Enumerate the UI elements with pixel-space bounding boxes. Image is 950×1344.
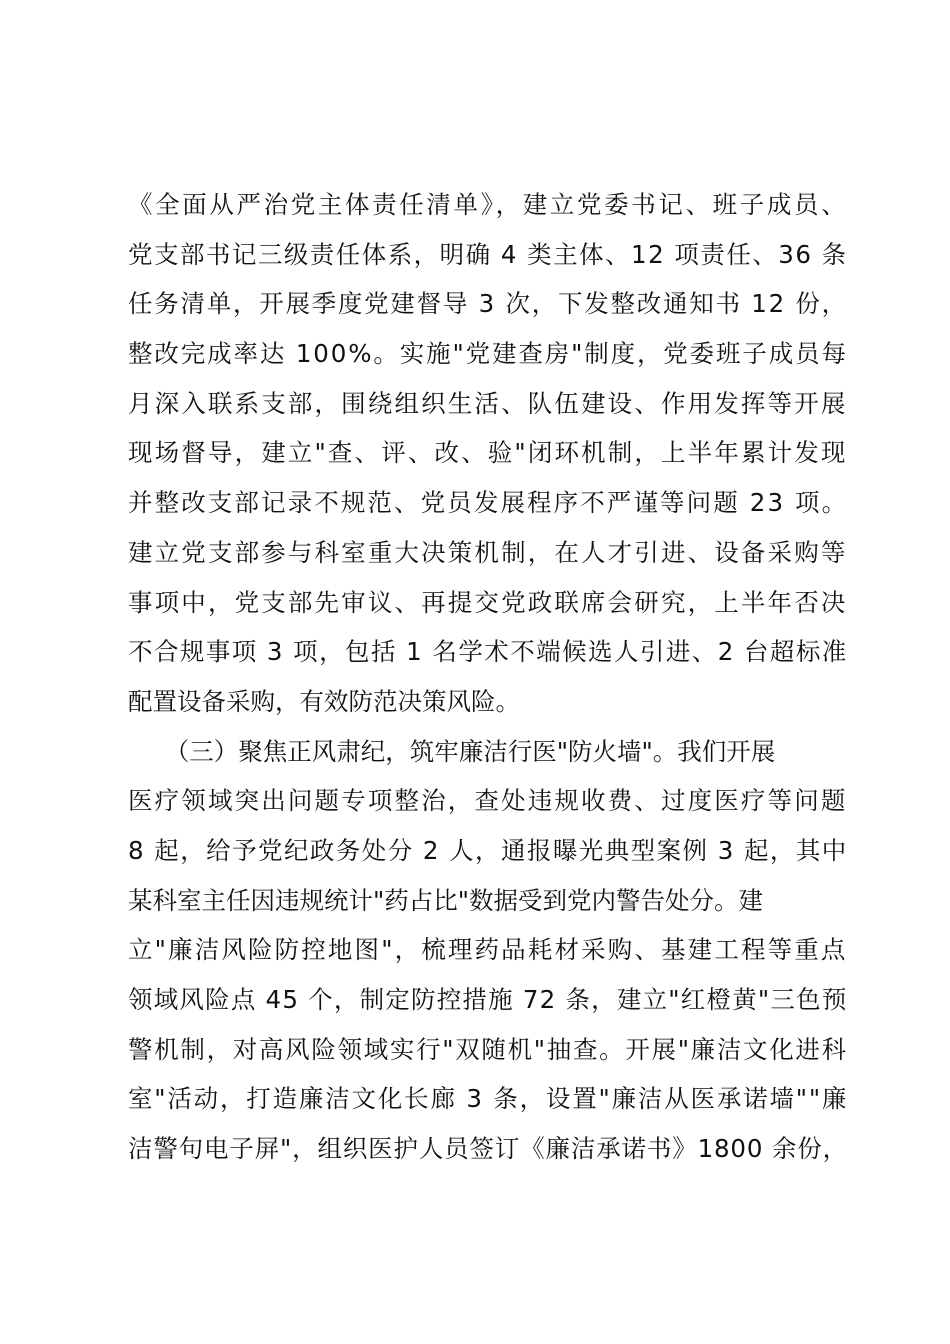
text-line: 8 起，给予党纪政务处分 2 人，通报曝光典型案例 3 起，其中 xyxy=(128,835,848,865)
text-line: 《全面从严治党主体责任清单》，建立党委书记、班子成员、 xyxy=(128,190,849,219)
text-line: 医疗领域突出问题专项整治，查处违规收费、过度医疗等问题 xyxy=(128,786,848,816)
text-line: 党支部书记三级责任体系，明确 4 类主体、12 项责任、36 条 xyxy=(128,239,848,269)
text-line: 配置设备采购，有效防范决策风险。 xyxy=(128,686,520,716)
text-line: 并整改支部记录不规范、党员发展程序不严谨等问题 23 项。 xyxy=(128,488,849,518)
section-heading-line: （三）聚焦正风肃纪，筑牢廉洁行医"防火墙"。我们开展 xyxy=(128,736,776,766)
text-line: 现场督导，建立"查、评、改、验"闭环机制，上半年累计发现 xyxy=(128,438,848,468)
text-line: 领域风险点 45 个，制定防控措施 72 条，建立"红橙黄"三色预 xyxy=(128,985,848,1014)
text-line: 室"活动，打造廉洁文化长廊 3 条，设置"廉洁从医承诺墙""廉 xyxy=(128,1084,849,1114)
text-line: 某科室主任因违规统计"药占比"数据受到党内警告处分。建 xyxy=(128,885,764,915)
text-line: 事项中，党支部先审议、再提交党政联席会研究，上半年否决 xyxy=(128,587,848,617)
text-line: 洁警句电子屏"，组织医护人员签订《廉洁承诺书》1800 余份， xyxy=(128,1134,848,1164)
text-line: 立"廉洁风险防控地图"，梳理药品耗材采购、基建工程等重点 xyxy=(128,935,848,965)
text-line: 不合规事项 3 项，包括 1 名学术不端候选人引进、2 台超标准 xyxy=(128,637,848,667)
text-line: 任务清单，开展季度党建督导 3 次，下发整改通知书 12 份， xyxy=(128,289,848,319)
text-line: 整改完成率达 100%。实施"党建查房"制度，党委班子成员每 xyxy=(128,339,848,369)
document-body xyxy=(128,180,848,1174)
text-line: 月深入联系支部，围绕组织生活、队伍建设、作用发挥等开展 xyxy=(128,388,848,418)
text-line: 警机制，对高风险领域实行"双随机"抽查。开展"廉洁文化进科 xyxy=(128,1034,848,1064)
text-line: 建立党支部参与科室重大决策机制，在人才引进、设备采购等 xyxy=(128,537,848,567)
